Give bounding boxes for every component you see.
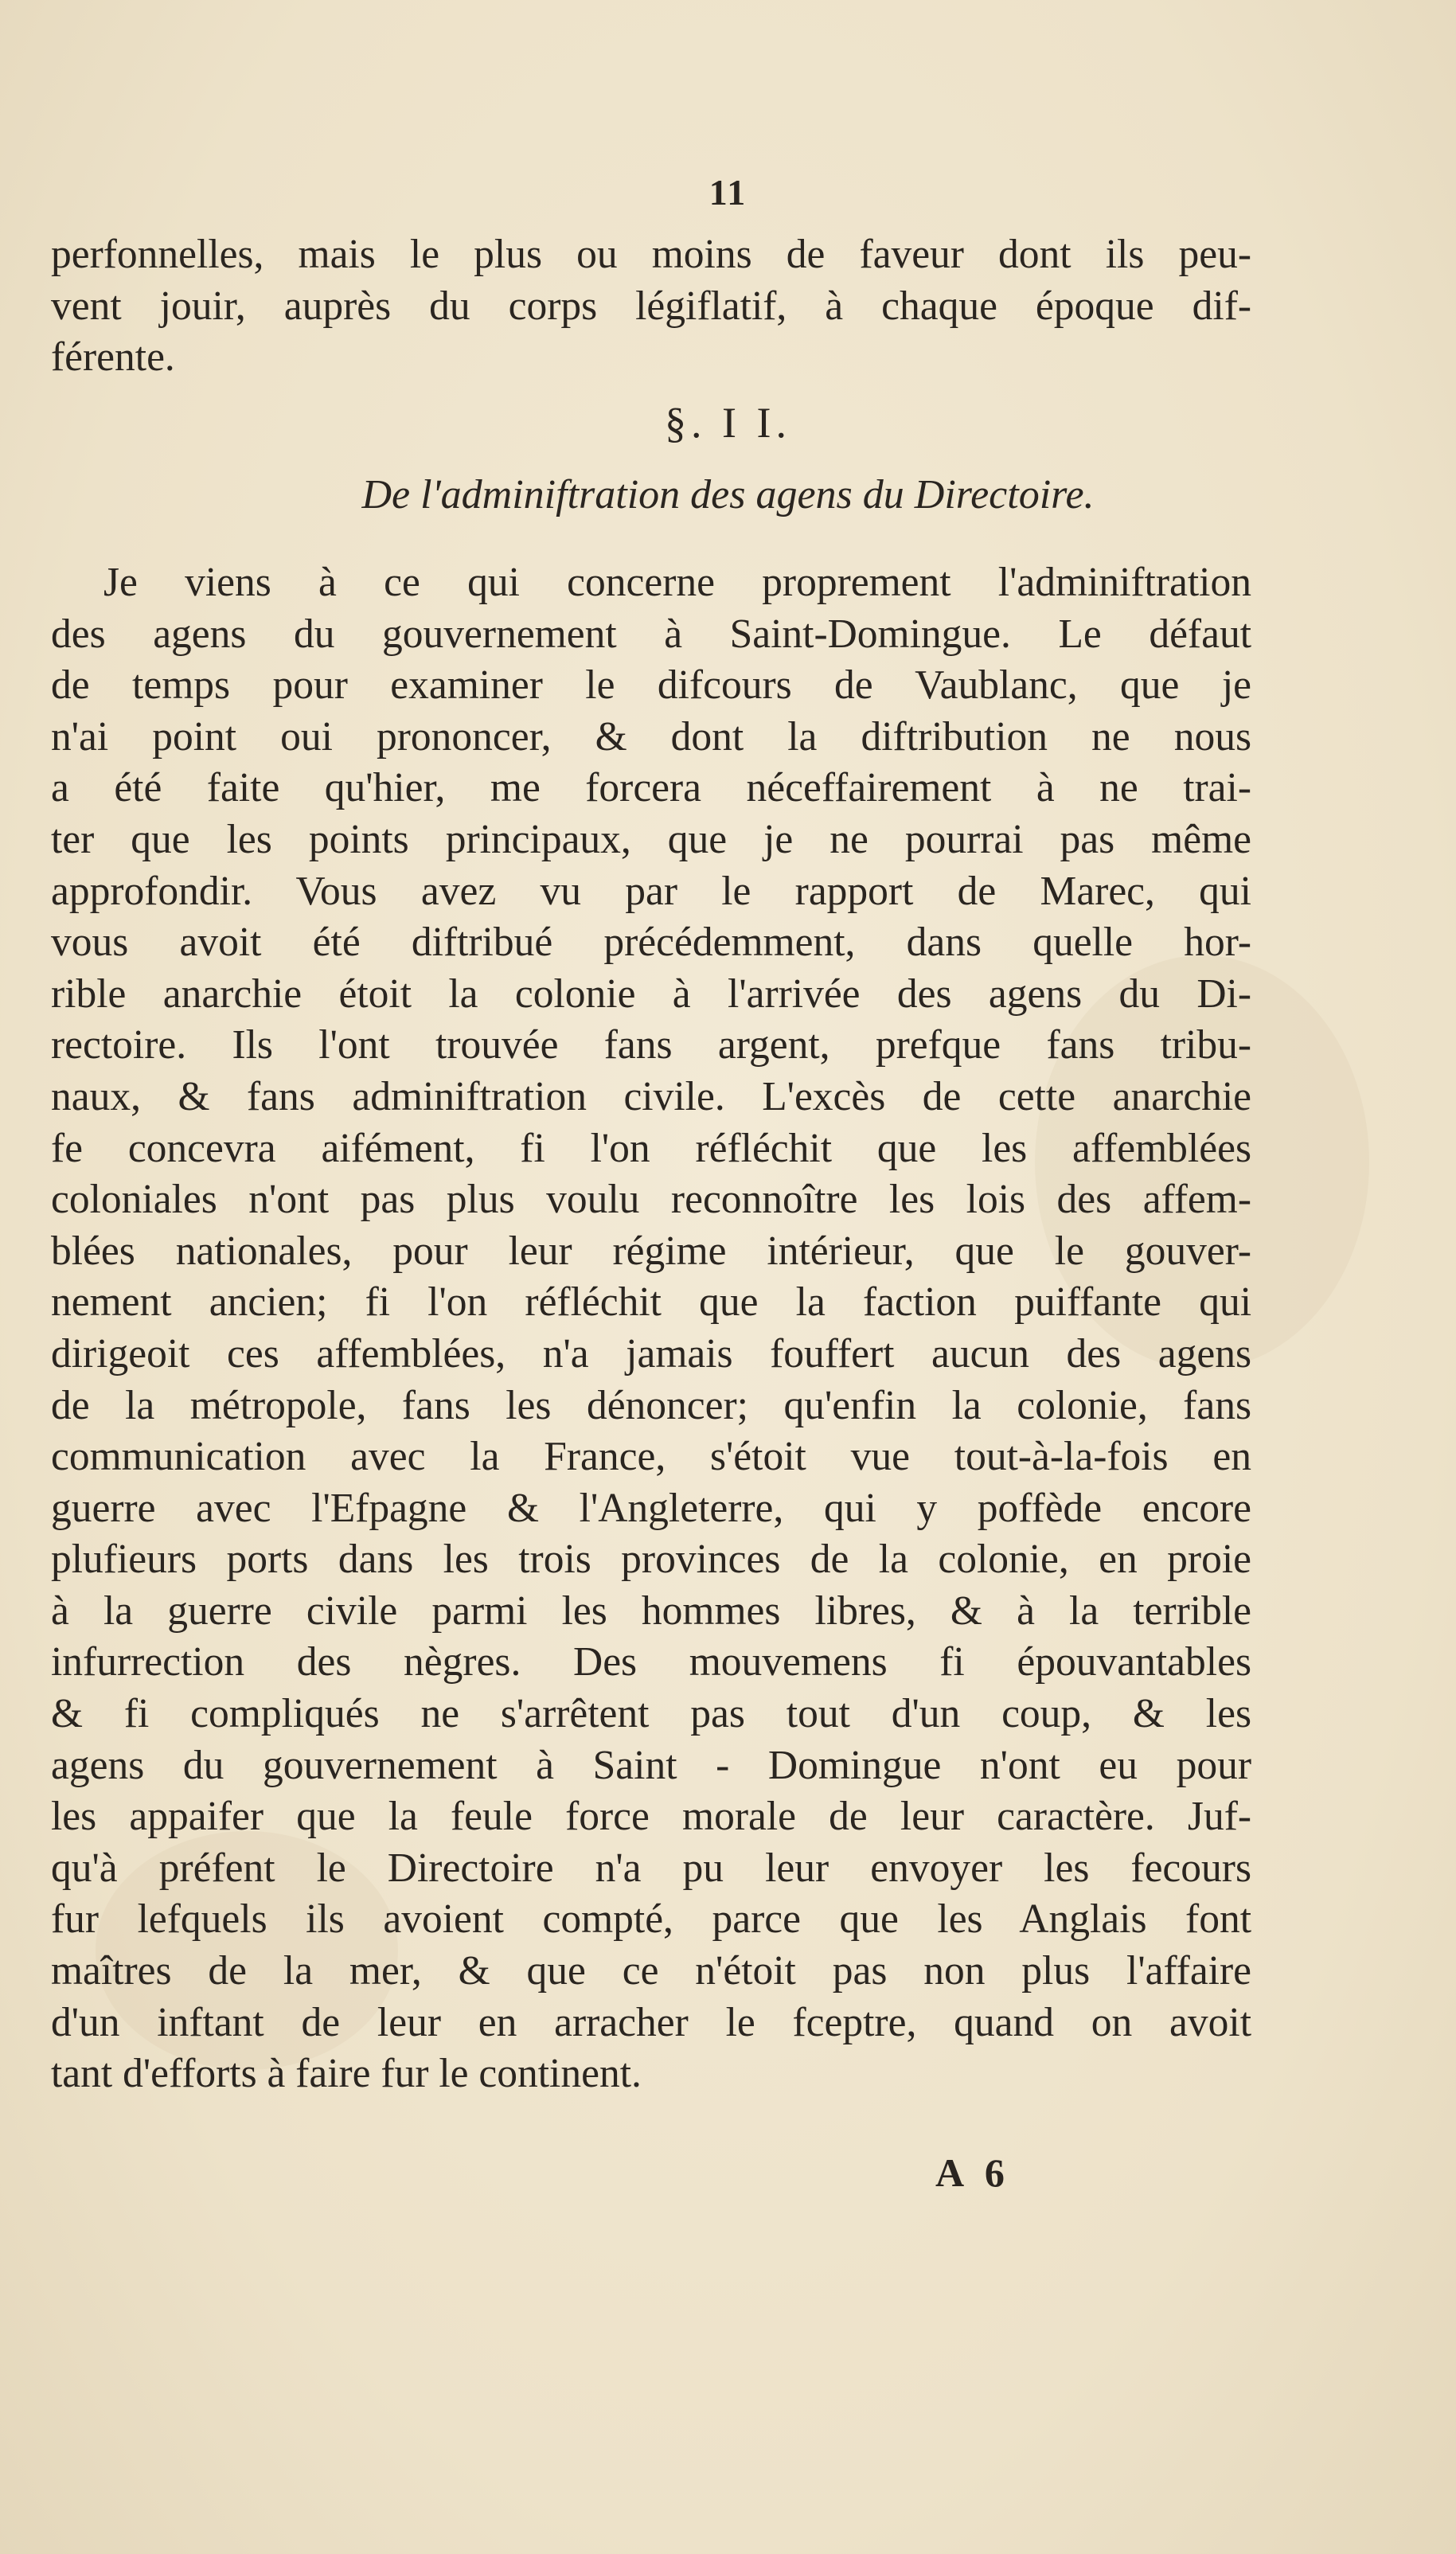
text-line: maîtres de la mer, & que ce n'étoit pas non plus l'affaire [51,1948,1251,1994]
text-line: perfonnelles, mais le plus ou moins de faveur dont ils peu- [51,232,1251,277]
text-line: plufieurs ports dans les trois provinces de la colonie, en proie [51,1537,1251,1583]
text-line: communication avec la France, s'étoit vue tout-à-la-fois en [51,1434,1251,1480]
text-line: n'ai point oui prononcer, & dont la diftribution ne nous [51,713,1251,760]
section-number: §. I I. [665,399,791,447]
text-line: tant d'efforts à faire fur le continent. [51,2051,642,2097]
text-line: nement ancien; fi l'on réfléchit que la faction puiffante qui [51,1279,1251,1326]
text-line: infurrection des nègres. Des mouvemens fi épouvantables [51,1639,1251,1685]
continuation-paragraph [51,229,1251,384]
text-line: Je viens à ce qui concerne proprement l'adminiftration [103,560,1251,605]
text-line: vous avoit été diftribué précédemment, dans quelle hor- [51,920,1251,966]
text-line: d'un inftant de leur en arracher le fceptre, quand on avoit [51,1999,1251,2045]
text-line: vent jouir, auprès du corps légiflatif, à chaque époque dif- [51,283,1251,329]
text-line: blées nationales, pour leur régime intérieur, que le gouver- [51,1228,1251,1274]
text-line: fe concevra aifément, fi l'on réfléchit que les affemblées [51,1125,1251,1171]
text-line: les appaifer que la feule force morale de leur caractère. Juf- [51,1794,1251,1840]
text-line: & fi compliqués ne s'arrêtent pas tout d'un coup, & les [51,1691,1251,1737]
signature-mark: A 6 [935,2150,1011,2195]
text-line: rible anarchie étoit la colonie à l'arrivée des agens du Di- [51,970,1251,1017]
text-line: dirigeoit ces affemblées, n'a jamais fouffert aucun des agens [51,1330,1251,1377]
text-line: guerre avec l'Efpagne & l'Angleterre, qui y poffède encore [51,1485,1251,1531]
text-line: a été faite qu'hier, me forcera néceffairement à ne trai- [51,765,1251,811]
text-line: fur lefquels ils avoient compté, parce que les Anglais font [51,1896,1251,1943]
section-heading: De l'adminiftration des agens du Directoire. [361,472,1095,517]
page-number: 11 [708,172,748,213]
text-line: des agens du gouvernement à Saint-Domingue. Le défaut [51,611,1251,657]
text-line: qu'à préfent le Directoire n'a pu leur envoyer les fecours [51,1845,1251,1891]
text-line: coloniales n'ont pas plus voulu reconnoître les lois des affem- [51,1177,1251,1223]
text-line: naux, & fans adminiftration civile. L'excès de cette anarchie [51,1073,1251,1119]
text-line: ter que les points principaux, que je ne pourrai pas même [51,816,1251,862]
text-line: de la métropole, fans les dénoncer; qu'enfin la colonie, fans [51,1382,1251,1428]
text-line: rectoire. Ils l'ont trouvée fans argent, prefque fans tribu- [51,1022,1251,1068]
body-paragraph [51,557,1251,2100]
text-line: à la guerre civile parmi les hommes libres, & à la terrible [51,1587,1251,1634]
text-line: approfondir. Vous avez vu par le rapport de Marec, qui [51,868,1251,914]
text-line: agens du gouvernement à Saint - Domingue n'ont eu pour [51,1742,1251,1788]
text-line: férente. [51,334,175,381]
text-line: de temps pour examiner le difcours de Vaublanc, que je [51,662,1251,709]
